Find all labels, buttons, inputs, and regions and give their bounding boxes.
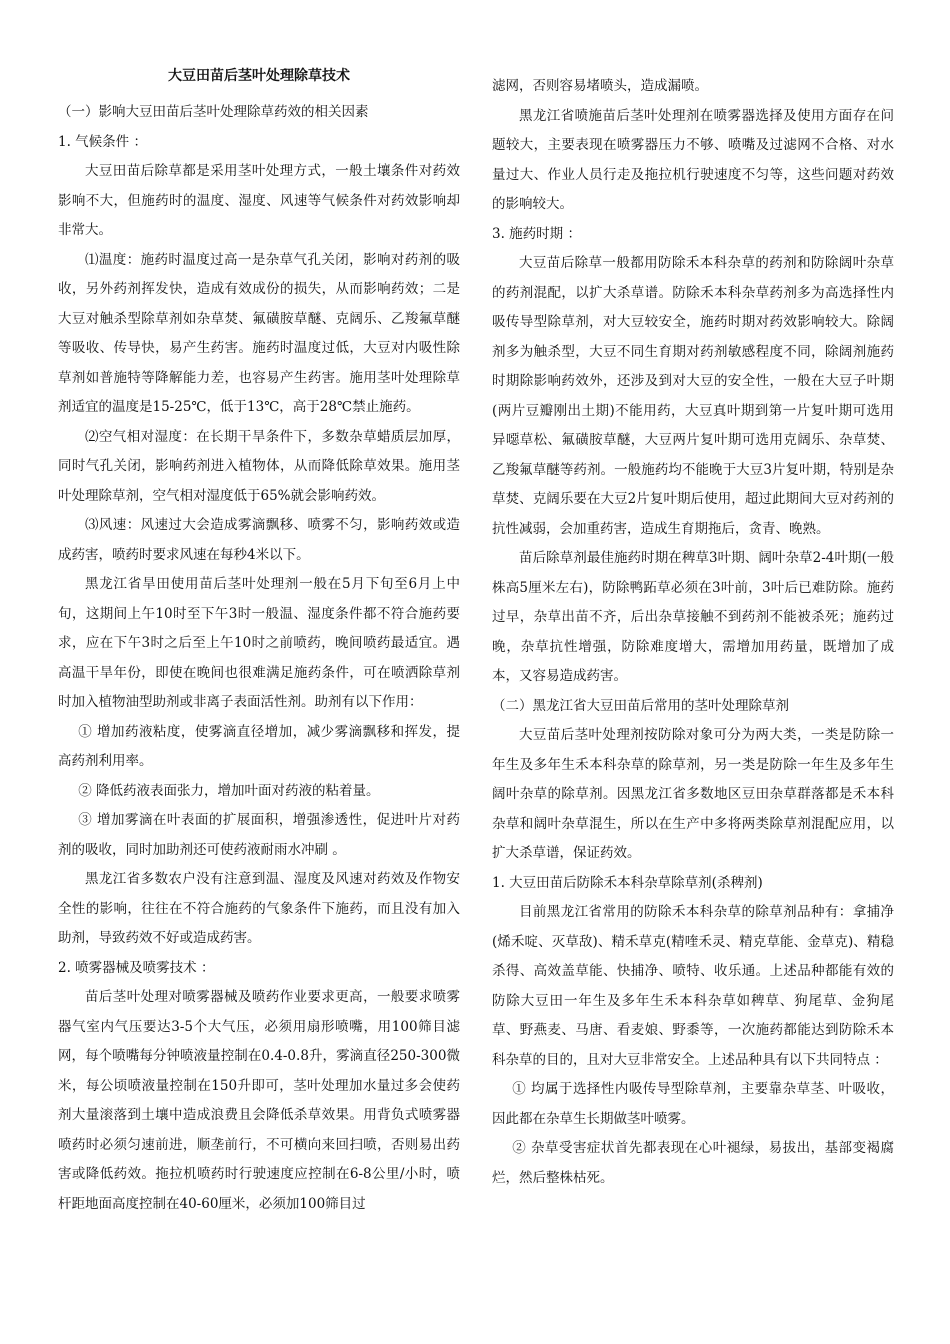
paragraph: 黑龙江省喷施苗后茎叶处理剂在喷雾器选择及使用方面存在问题较大，主要表现在喷雾器压力不够、喷嘴及过滤网不合格、对水量过大、作业人员行走及拖拉机行驶速度不匀等，这些问题对药效的影响较大。 (492, 107, 894, 212)
paragraph: ① 均属于选择性内吸传导型除草剂，主要靠杂草茎、叶吸收，因此都在杂草生长期做茎叶喷雾。 (492, 1081, 894, 1127)
paragraph: 大豆田苗后除草都是采用茎叶处理方式，一般土壤条件对药效影响不大，但施药时的温度、湿度、风速等气候条件对药效影响却非常大。 (58, 163, 460, 238)
paragraph: （一）影响大豆田苗后茎叶处理除草药效的相关因素 (58, 104, 369, 120)
paragraph: 黑龙江省旱田使用苗后茎叶处理剂一般在5月下旬至6月上中旬，这期间上午10时至下午3时一般温、湿度条件都不符合施药要求，应在下午3时之后至上午10时之前喷药，晚间喷药最适宜。遇高温干旱年份，即使在晚间也很难满足施药条件，可在喷洒除草剂时加入植物油型助剂或非离子表面活性剂。助剂有以下作用： (58, 576, 460, 710)
document-title: 大豆田苗后茎叶处理除草技术 (168, 68, 350, 84)
left-column-body (58, 98, 460, 1219)
paragraph: 黑龙江省多数农户没有注意到温、湿度及风速对药效及作物安全性的影响，往往在不符合施药的气象条件下施药，而且没有加入助剂，导致药效不好或造成药害。 (58, 871, 460, 946)
paragraph: ① 增加药液粘度，使雾滴直径增加，减少雾滴飘移和挥发，提高药剂利用率。 (58, 723, 460, 769)
paragraph: 2. 喷雾器械及喷雾技术 ： (58, 959, 215, 976)
right-column (492, 72, 894, 1193)
paragraph: ③ 增加雾滴在叶表面的扩展面积，增强渗透性，促进叶片对药剂的吸收，同时加助剂还可使药液耐雨水冲刷 。 (58, 812, 460, 858)
paragraph: ⑴温度：施药时温度过高一是杂草气孔关闭，影响对药剂的吸收，另外药剂挥发快，造成有效成份的损失，从而影响药效；二是大豆对触杀型除草剂如杂草焚、氟磺胺草醚、克阔乐、乙羧氟草醚等吸收、传导快，易产生药害。施药时温度过低，大豆对内吸性除草剂如普施特等降解能力差，也容易产生药害。施用茎叶处理除草剂适宜的温度是15-25℃，低于13℃，高于28℃禁止施药。 (58, 251, 460, 415)
paragraph: 大豆苗后茎叶处理剂按防除对象可分为两大类，一类是防除一年生及多年生禾本科杂草的除草剂，另一类是防除一年生及多年生阔叶杂草的除草剂。因黑龙江省多数地区豆田杂草群落都是禾本科杂草和阔叶杂草混生，所以在生产中多将两类除草剂混配应用，以扩大杀草谱，保证药效。 (492, 727, 894, 861)
paragraph: ⑵空气相对湿度：在长期干旱条件下，多数杂草蜡质层加厚，同时气孔关闭，影响药剂进入植物体，从而降低除草效果。施用茎叶处理除草剂，空气相对湿度低于65%就会影响药效。 (58, 428, 460, 504)
paragraph: 滤网，否则容易堵喷头，造成漏喷。 (492, 78, 708, 94)
paragraph: ⑶风速：风速过大会造成雾滴飘移、喷雾不匀，影响药效或造成药害，喷药时要求风速在每秒4米以下。 (58, 517, 460, 563)
paragraph: （二）黑龙江省大豆田苗后常用的茎叶处理除草剂 (492, 697, 789, 714)
paragraph: 苗后茎叶处理对喷雾器械及喷药作业要求更高，一般要求喷雾器气室内气压要达3-5个大气压，必须用扇形喷嘴，用100筛目滤网，每个喷嘴每分钟喷液量控制在0.4-0.8升，雾滴直径250-300微米，每公顷喷液量控制在150升即可，茎叶处理加水量过多会使药剂大量滚落到土壤中造成浪费且会降低杀草效果。用背负式喷雾器喷药时必须匀速前进，顺垄前行，不可横向来回扫喷，否则易出药害或降低药效。拖拉机喷药时行驶速度应控制在6-8公里/小时，喷杆距地面高度控制在40-60厘米，必须加100筛目过 (58, 989, 460, 1212)
right-column-body (492, 72, 894, 1193)
paragraph: ② 杂草受害症状首先都表现在心叶褪绿，易拔出，基部变褐腐烂，然后整株枯死。 (492, 1140, 894, 1186)
paragraph: 大豆苗后除草一般都用防除禾本科杂草的药剂和防除阔叶杂草的药剂混配，以扩大杀草谱。防除禾本科杂草药剂多为高选择性内吸传导型除草剂，对大豆较安全，施药时期对药效影响较大。除阔剂多为触杀型，大豆不同生育期对药剂敏感程度不同，除阔剂施药时期除影响药效外，还涉及到对大豆的安全性，一般在大豆子叶期(两片豆瓣刚出土期)不能用药，大豆真叶期到第一片复叶期可选用异噁草松、氟磺胺草醚，大豆两片复叶期可选用克阔乐、杂草焚、乙羧氟草醚等药剂。一般施药均不能晚于大豆3片复叶期，特别是杂草焚、克阔乐要在大豆2片复叶期后使用，超过此期间大豆对药剂的抗性减弱，会加重药害，造成生育期拖后，贪青、晚熟。 (492, 255, 894, 537)
paragraph: 1. 气候条件 ： (58, 133, 147, 150)
paragraph: 苗后除草剂最佳施药时期在稗草3叶期、阔叶杂草2-4叶期(一般株高5厘米左右)，防除鸭跖草必须在3叶前，3叶后已难防除。施药过早，杂草出苗不齐，后出杂草接触不到药剂不能被杀死；施药过晚，杂草抗性增强，防除难度增大，需增加用药量，既增加了成本，又容易造成药害。 (492, 550, 894, 684)
paragraph: ② 降低药液表面张力，增加叶面对药液的粘着量。 (78, 782, 380, 799)
paragraph: 1. 大豆田苗后防除禾本科杂草除草剂(杀稗剂) (492, 874, 763, 891)
paragraph: 目前黑龙江省常用的防除禾本科杂草的除草剂品种有：拿捕净(烯禾啶、灭草敌)、精禾草克(精喹禾灵、精克草能、金草克)、精稳杀得、高效盖草能、快捕净、喷特、收乐通。上述品种都能有效的防除大豆田一年生及多年生禾本科杂草如稗草、狗尾草、金狗尾草、野燕麦、马唐、看麦娘、野黍等，一次施药都能达到防除禾本科杂草的目的，且对大豆非常安全。上述品种具有以下共同特点 ： (492, 904, 894, 1068)
left-column (58, 66, 460, 1219)
paragraph: 3. 施药时期 ： (492, 225, 581, 242)
